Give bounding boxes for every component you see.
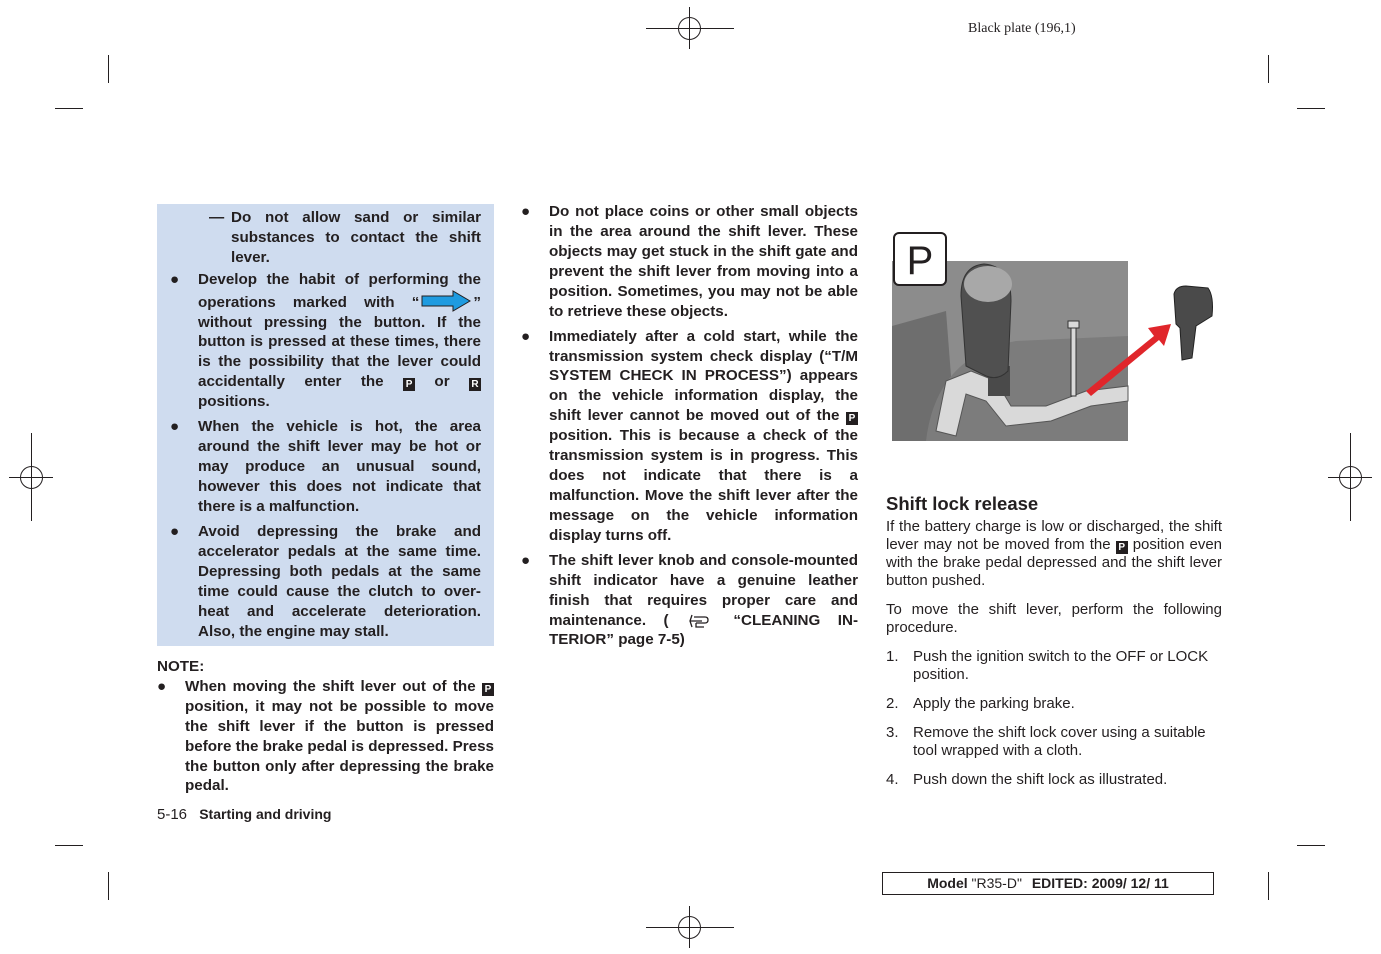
note-section: [157, 657, 494, 802]
step-text: Push down the shift lock as illustrated.: [913, 771, 1168, 788]
middle-column: [521, 202, 858, 656]
note-text: When moving the shift lever out of the: [185, 677, 476, 695]
p-position-icon: P: [403, 378, 415, 391]
warning-content: [170, 208, 481, 647]
dash-symbol: —: [209, 209, 225, 226]
illustration-svg: [886, 206, 1223, 446]
dash-item: [170, 208, 481, 268]
list-item: [170, 270, 481, 412]
dash-item-text: Do not allow sand or similar substances to contact the shift lever.: [231, 209, 481, 266]
p-position-icon: P: [846, 412, 858, 425]
bullet-icon: ●: [521, 551, 531, 569]
reference-hand-icon: [688, 612, 714, 630]
warning-list: [170, 270, 481, 642]
bullet-icon: ●: [521, 203, 531, 220]
step-number: 2.: [886, 695, 899, 712]
model-box: [882, 872, 1214, 895]
list-item: [170, 417, 481, 517]
procedure-list: [886, 648, 1222, 789]
model-label: Model: [927, 875, 968, 891]
p-position-icon: P: [482, 683, 494, 696]
step-text: Push the ignition switch to the OFF or LOCK position.: [913, 648, 1209, 683]
list-item: [521, 551, 858, 651]
step-text: Apply the parking brake.: [913, 695, 1075, 712]
bullet-icon: ●: [170, 270, 180, 288]
list-item: [521, 327, 858, 546]
figure-p-label: P: [906, 239, 934, 283]
bullet-text: Avoid depressing the brake and accelerator pedals at the same time. Depressing both pedals at the same time could cause the clutch to over-heat and accelerate deterioration. Also, the engine may stall.: [198, 522, 481, 640]
bullet-text: positions.: [198, 393, 270, 411]
list-item: [157, 677, 494, 796]
bullet-icon: ●: [170, 418, 180, 436]
step-text: Remove the shift lock cover using a suitable tool wrapped with a cloth.: [913, 724, 1206, 759]
list-item: [886, 771, 1222, 789]
bullet-text: When the vehicle is hot, the area around the shift lever may be hot or may produce an unusual sound, however this does not indicate that there is a malfunction.: [198, 418, 481, 515]
step-number: 1.: [886, 648, 899, 665]
paragraph-text: If the battery charge is low or discharged, the shift lever may not be moved from the: [886, 518, 1222, 553]
step-number: 4.: [886, 771, 899, 788]
step-number: 3.: [886, 724, 899, 741]
bullet-text: ” without pressing the button. If the button is pressed at these times, there is the possibility that the lever could accidentally enter the: [198, 293, 481, 391]
blue-arrow-icon: [421, 290, 471, 312]
list-item: [170, 522, 481, 641]
page-footer: [157, 806, 331, 823]
shift-lock-illustration: [886, 206, 1223, 446]
r-position-icon: R: [469, 378, 481, 391]
section-heading: Shift lock release: [886, 493, 1039, 514]
bullet-text: Immediately after a cold start, while the transmission system check display (“T/M SYSTEM CHECK IN PROCESS”) appears on the vehicle information display, the shift lever cannot be moved out of the: [549, 327, 858, 425]
note-list: [157, 677, 494, 796]
bullet-icon: ●: [521, 327, 531, 345]
bullet-icon: ●: [157, 677, 167, 695]
note-heading: NOTE:: [157, 658, 205, 675]
list-item: [886, 724, 1222, 760]
bullet-text: Do not place coins or other small objects in the area around the shift lever. These objects may get stuck in the shift gate and prevent the shift lever from moving into a position. Sometimes, you may not be able to retrieve these objects.: [549, 203, 858, 320]
page-number: 5-16: [157, 806, 188, 823]
paragraph-text: position even with the brake pedal depressed and the shift lever button pushed.: [886, 536, 1223, 589]
section-name: Starting and driving: [199, 806, 332, 822]
edited-date: EDITED: 2009/ 12/ 11: [1031, 875, 1169, 891]
bullet-text: or: [434, 373, 450, 391]
list-item: [886, 695, 1222, 713]
p-position-icon: P: [1116, 541, 1128, 554]
paragraph: To move the shift lever, perform the following procedure.: [886, 601, 1222, 636]
middle-list: [521, 202, 858, 650]
note-text: position, it may not be possible to move the shift lever if the button is pressed before the brake pedal is depressed. Press the button only after depressing the brake pedal.: [185, 697, 494, 795]
bullet-text: “CLEANING IN-TERIOR” page 7-5): [549, 611, 858, 649]
list-item: [521, 202, 858, 321]
model-value: "R35-D": [971, 875, 1022, 891]
bullet-text: The shift lever knob and console-mounted shift indicator have a genuine leather finish that requires proper care and maintenance. (: [549, 551, 858, 629]
right-column: [886, 493, 1222, 800]
bullet-text: Develop the habit of performing the operations marked with “: [198, 270, 481, 311]
bullet-icon: ●: [170, 522, 180, 540]
plate-label: Black plate (196,1): [968, 21, 1076, 36]
bullet-text: position. This is because a check of the transmission system is in progress. This does not indicate that there is a malfunction. Move the shift lever after the message on the vehicle information display turns off.: [549, 427, 858, 544]
paragraph: [886, 518, 1222, 590]
list-item: [886, 648, 1222, 684]
